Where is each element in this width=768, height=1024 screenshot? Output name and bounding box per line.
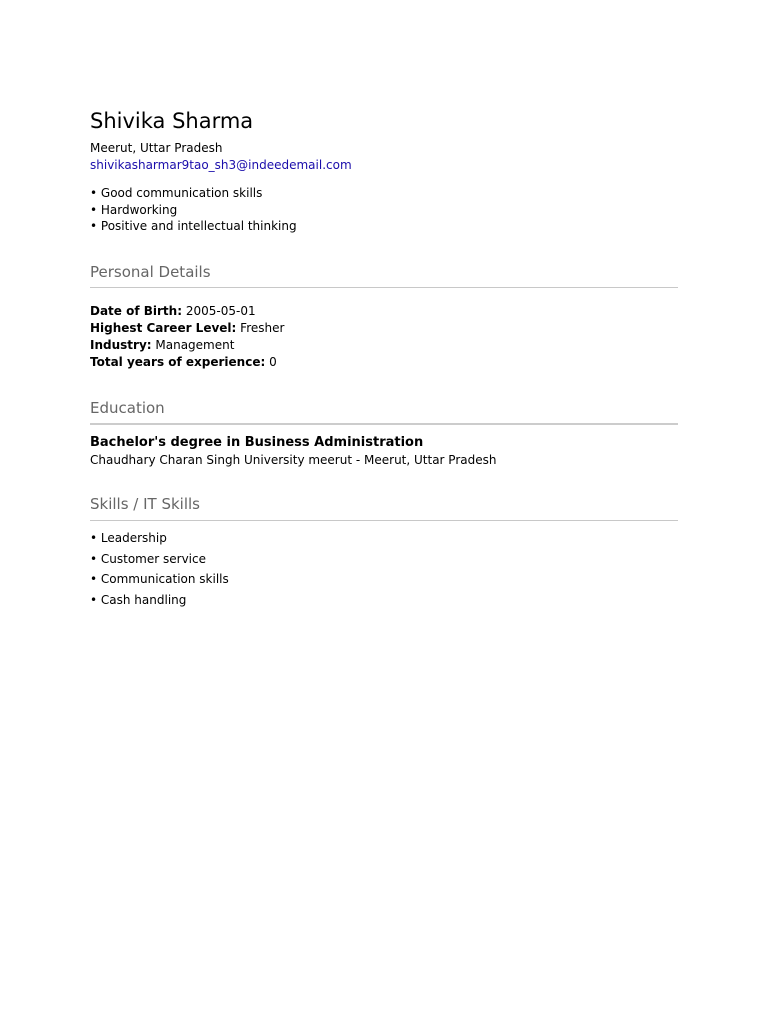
detail-row-dob bbox=[90, 303, 284, 320]
detail-label: Date of Birth: bbox=[90, 304, 183, 318]
section-title-education: Education bbox=[90, 399, 165, 417]
detail-value: 0 bbox=[269, 355, 277, 369]
detail-label: Highest Career Level: bbox=[90, 321, 237, 335]
detail-row-experience bbox=[90, 354, 284, 371]
skill-item: • Customer service bbox=[90, 551, 206, 566]
skills-list bbox=[90, 528, 229, 610]
summary-item: • Positive and intellectual thinking bbox=[90, 219, 297, 233]
section-divider bbox=[90, 287, 678, 288]
candidate-location: Meerut, Uttar Pradesh bbox=[90, 141, 223, 155]
education-degree: Bachelor's degree in Business Administration bbox=[90, 435, 424, 450]
personal-details-list bbox=[90, 303, 284, 371]
summary-item: • Good communication skills bbox=[90, 186, 263, 200]
section-divider bbox=[90, 520, 678, 521]
summary-list bbox=[90, 185, 297, 235]
education-school: Chaudhary Charan Singh University meerut - Meerut, Uttar Pradesh bbox=[90, 453, 497, 467]
detail-value: Fresher bbox=[240, 321, 285, 335]
skill-item: • Leadership bbox=[90, 531, 167, 545]
skill-item: • Communication skills bbox=[90, 572, 229, 586]
detail-label: Total years of experience: bbox=[90, 355, 266, 369]
detail-value: 2005-05-01 bbox=[185, 304, 256, 318]
skill-item: • Cash handling bbox=[90, 592, 187, 607]
section-divider bbox=[90, 423, 678, 425]
section-title-personal-details: Personal Details bbox=[90, 263, 211, 281]
candidate-name: Shivika Sharma bbox=[90, 109, 254, 133]
detail-row-career-level bbox=[90, 320, 284, 337]
candidate-email-link[interactable]: shivikasharmar9tao_sh3@indeedemail.com bbox=[90, 158, 352, 172]
detail-row-industry bbox=[90, 337, 284, 354]
summary-item: • Hardworking bbox=[90, 202, 178, 217]
detail-value: Management bbox=[155, 338, 235, 352]
section-title-skills: Skills / IT Skills bbox=[90, 495, 200, 513]
detail-label: Industry: bbox=[90, 338, 152, 352]
